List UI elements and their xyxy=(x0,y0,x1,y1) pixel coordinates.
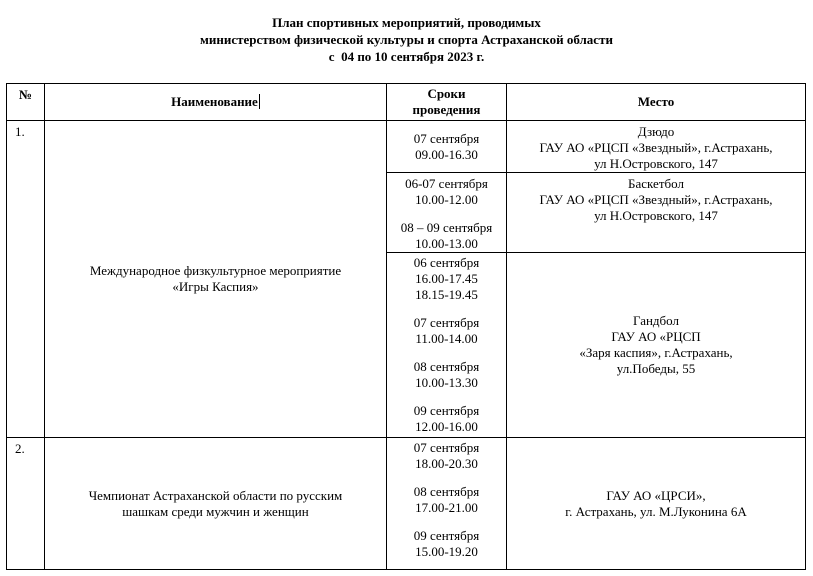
table-row xyxy=(7,121,806,173)
table-header-row xyxy=(7,84,806,121)
event-place: Дзюдо ГАУ АО «РЦСП «Звездный», г.Астрахань, ул Н.Островского, 147 xyxy=(507,121,806,173)
event-name: Международное физкультурное мероприятие «Игры Каспия» xyxy=(45,121,387,438)
event-dates: 06 сентября 16.00-17.45 18.15-19.45 07 сентября 11.00-14.00 08 сентября 10.00-13.30 09 сентября 12.00-16.00 xyxy=(387,253,507,438)
event-dates: 07 сентября 18.00-20.30 08 сентября 17.00-21.00 09 сентября 15.00-19.20 xyxy=(387,438,507,570)
header-name: Наименование xyxy=(45,84,387,121)
event-place: Баскетбол ГАУ АО «РЦСП «Звездный», г.Астрахань, ул Н.Островского, 147 xyxy=(507,173,806,253)
event-dates: 07 сентября 09.00-16.30 xyxy=(387,121,507,173)
event-name: Чемпионат Астраханской области по русским шашкам среди мужчин и женщин xyxy=(45,438,387,570)
events-table xyxy=(6,83,806,570)
event-place: Гандбол ГАУ АО «РЦСП «Заря каспия», г.Астрахань, ул.Победы, 55 xyxy=(507,253,806,438)
header-dates: Сроки проведения xyxy=(387,84,507,121)
document-title xyxy=(0,14,813,65)
event-dates: 06-07 сентября 10.00-12.00 08 – 09 сентября 10.00-13.00 xyxy=(387,173,507,253)
title-line-2: министерством физической культуры и спорта Астраханской области xyxy=(200,32,613,47)
table-row xyxy=(7,438,806,570)
title-line-3: с 04 по 10 сентября 2023 г. xyxy=(328,49,485,64)
title-line-1: План спортивных мероприятий, проводимых xyxy=(272,15,541,30)
event-place: ГАУ АО «ЦРСИ», г. Астрахань, ул. М.Луконина 6А xyxy=(507,438,806,570)
event-num: 2. xyxy=(7,438,45,570)
header-num: № xyxy=(7,84,45,121)
header-place: Место xyxy=(507,84,806,121)
event-num: 1. xyxy=(7,121,45,438)
